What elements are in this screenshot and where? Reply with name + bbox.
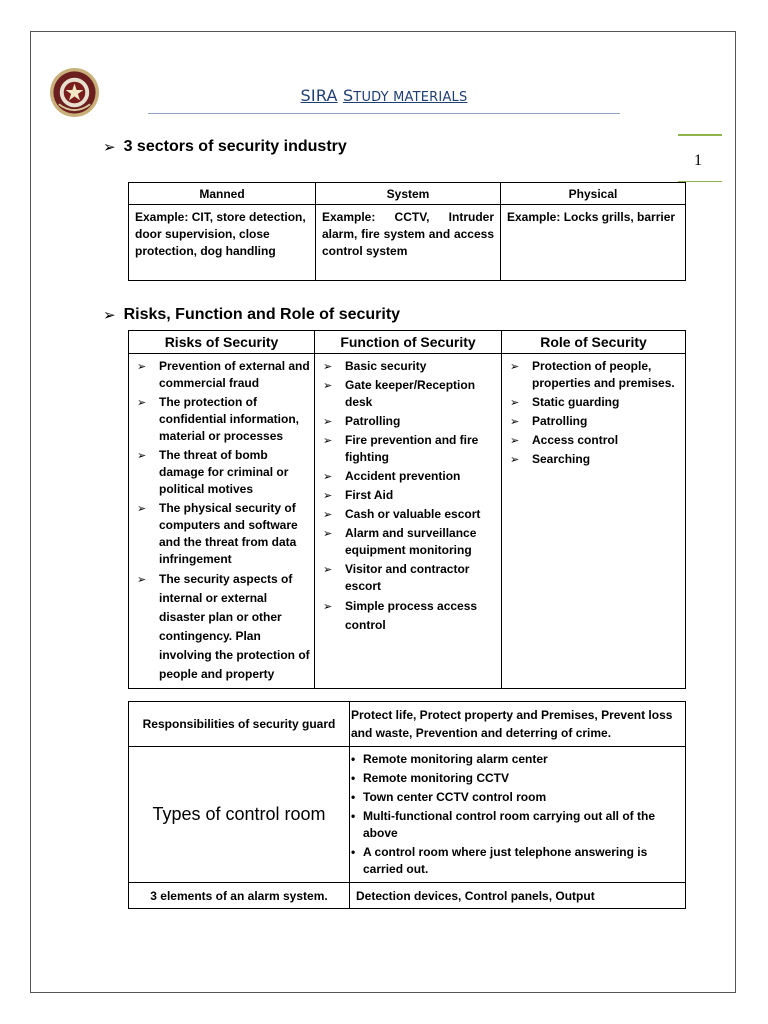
list-item: ➢ Basic security	[323, 358, 497, 375]
list-item: ➢ First Aid	[323, 487, 497, 504]
sectors-table	[128, 182, 686, 281]
list-item: ➢ Accident prevention	[323, 468, 497, 485]
arrow-bullet-icon: ➢	[103, 138, 116, 156]
cell-physical: Example: Locks grills, barrier	[501, 205, 686, 281]
column-header-manned: Manned	[129, 183, 316, 205]
column-header-function: Function of Security	[315, 331, 502, 354]
section-heading-sectors	[103, 138, 347, 156]
list-item: ➢ Fire prevention and fire fighting	[323, 432, 497, 466]
control-room-table	[128, 701, 686, 909]
list-item: • Multi-functional control room carrying out all of the above	[351, 808, 681, 842]
list-item: ➢ Visitor and contractor escort	[323, 561, 497, 595]
list-item: ➢ Gate keeper/Reception desk	[323, 377, 497, 411]
list-item: • A control room where just telephone answering is carried out.	[351, 844, 681, 878]
list-item: ➢ Patrolling	[510, 413, 681, 430]
list-item: ➢ The threat of bomb damage for criminal or political motives	[137, 447, 310, 498]
title-sira: SIRA	[300, 86, 338, 105]
list-item: ➢ Access control	[510, 432, 681, 449]
page-number: 1	[694, 152, 702, 169]
column-header-physical: Physical	[501, 183, 686, 205]
column-header-system: System	[316, 183, 501, 205]
list-item: ➢ Cash or valuable escort	[323, 506, 497, 523]
list-item: • Remote monitoring CCTV	[351, 770, 681, 787]
document-title	[148, 86, 620, 106]
section-heading-risks	[103, 306, 400, 324]
roles-cell	[502, 354, 686, 689]
title-s: S	[342, 86, 354, 105]
list-item: ➢ Searching	[510, 451, 681, 468]
list-item: ➢ The physical security of computers and software and the threat from data infringement	[137, 500, 310, 568]
responsibilities-label: Responsibilities of security guard	[129, 702, 350, 747]
list-item: ➢ Alarm and surveillance equipment monitoring	[323, 525, 497, 559]
alarm-elements-value: Detection devices, Control panels, Output	[350, 883, 686, 909]
risks-function-role-table	[128, 330, 686, 689]
list-item: • Town center CCTV control room	[351, 789, 681, 806]
arrow-bullet-icon: ➢	[103, 306, 116, 324]
column-header-risks: Risks of Security	[129, 331, 315, 354]
column-header-role: Role of Security	[502, 331, 686, 354]
list-item: ➢ The protection of confidential information, material or processes	[137, 394, 310, 445]
control-room-types-label: Types of control room	[129, 747, 350, 883]
risks-cell	[129, 354, 315, 689]
list-item: ➢ Patrolling	[323, 413, 497, 430]
list-item: ➢ Protection of people, properties and premises.	[510, 358, 681, 392]
page-number-rule-top	[678, 134, 722, 136]
control-room-types-cell	[350, 747, 686, 883]
cell-system: Example: CCTV, Intruder alarm, fire system and access control system	[316, 205, 501, 281]
list-item: ➢ The security aspects of internal or external disaster plan or other contingency. Plan involving the protection of people and property	[137, 570, 310, 684]
title-rule	[148, 113, 620, 114]
title-rest: TUDY MATERIALS	[353, 90, 468, 105]
section-heading-sectors-text: 3 sectors of security industry	[123, 138, 347, 155]
emblem-logo	[49, 67, 100, 118]
list-item: ➢ Prevention of external and commercial fraud	[137, 358, 310, 392]
section-heading-risks-text: Risks, Function and Role of security	[123, 306, 401, 323]
list-item: • Remote monitoring alarm center	[351, 751, 681, 768]
alarm-elements-label: 3 elements of an alarm system.	[129, 883, 350, 909]
list-item: ➢ Simple process access control	[323, 597, 497, 635]
list-item: ➢ Static guarding	[510, 394, 681, 411]
responsibilities-value: Protect life, Protect property and Premises, Prevent loss and waste, Prevention and deterring of crime.	[350, 702, 686, 747]
cell-manned: Example: CIT, store detection, door supervision, close protection, dog handling	[129, 205, 316, 281]
functions-cell	[315, 354, 502, 689]
